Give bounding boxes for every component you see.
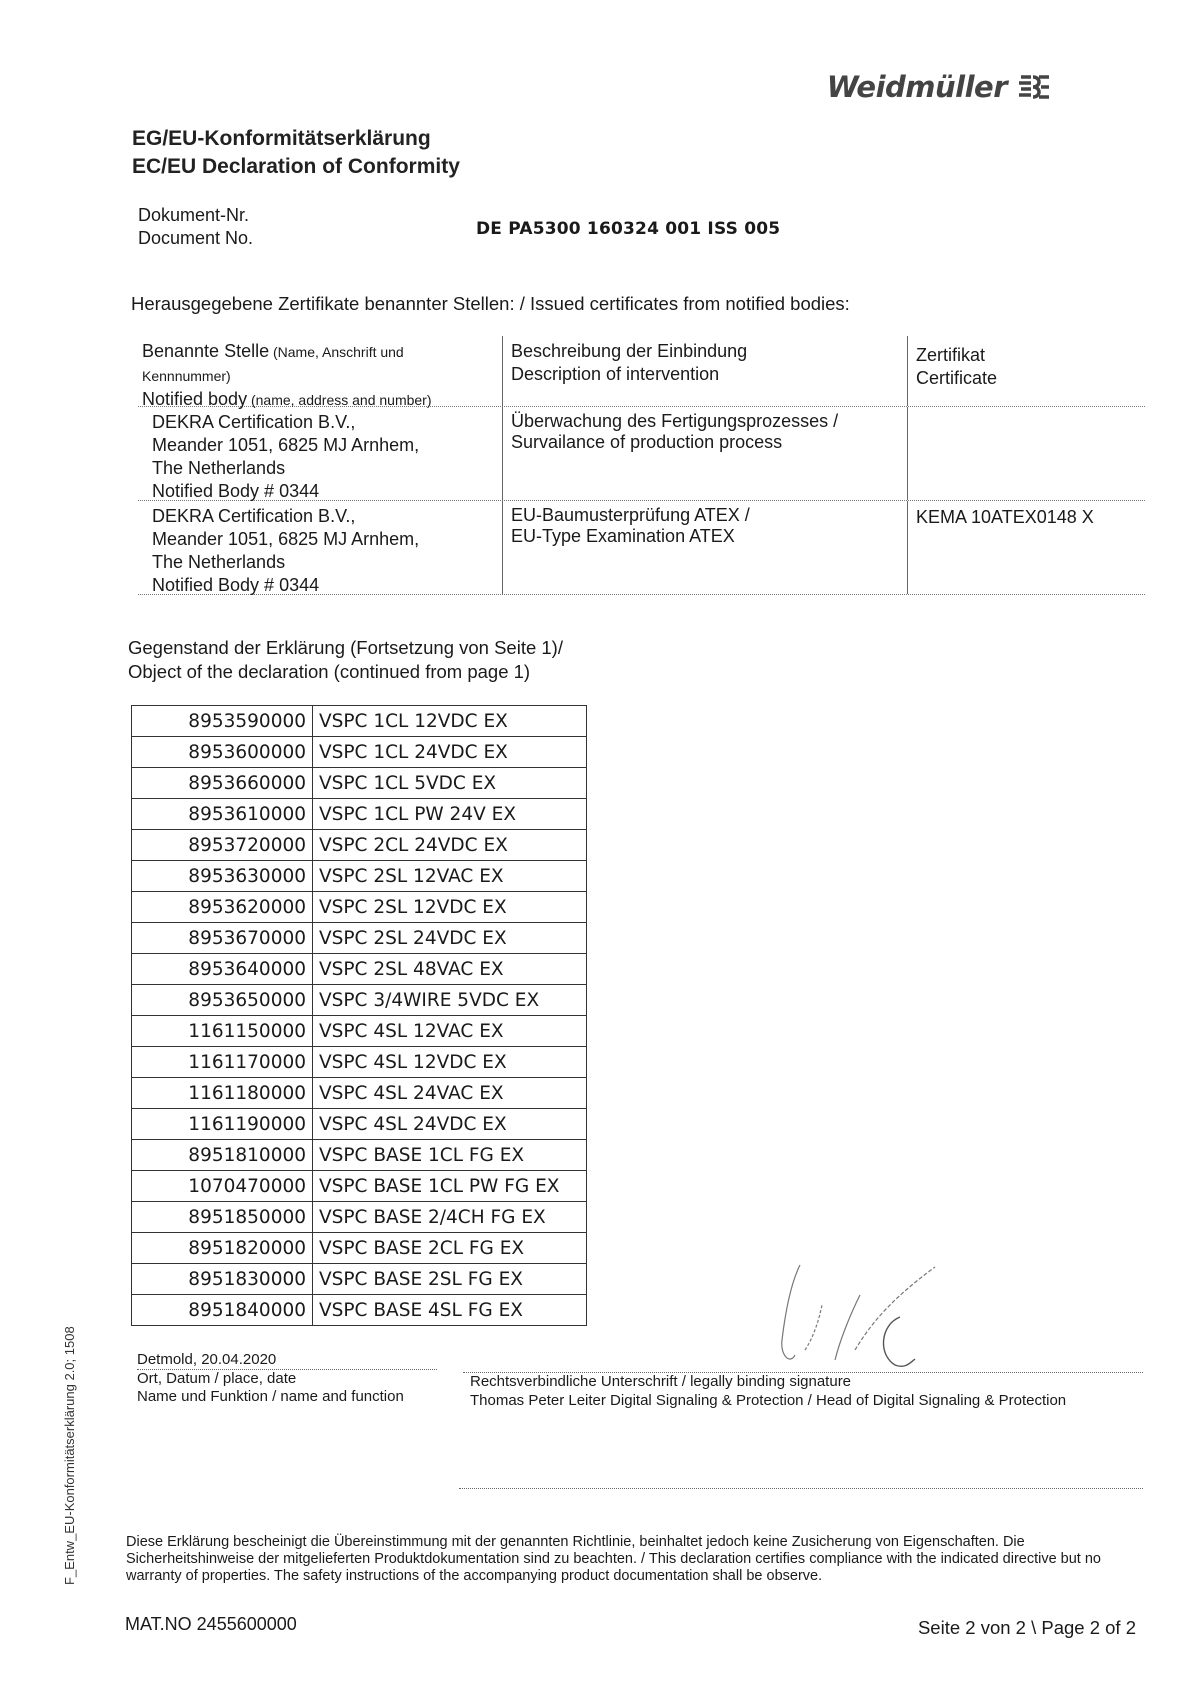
notified-body-row <box>138 407 1145 501</box>
product-name: VSPC 4SL 12VAC EX <box>313 1016 587 1047</box>
document-title <box>132 125 460 181</box>
product-number: 8953590000 <box>132 706 313 737</box>
header-col3-line1: Zertifikat <box>916 345 986 365</box>
product-number: 8951850000 <box>132 1202 313 1233</box>
address-line: Meander 1051, 6825 MJ Arnhem, <box>152 435 420 455</box>
object-of-declaration-heading <box>128 636 563 684</box>
product-row <box>132 1295 587 1326</box>
product-number: 8953660000 <box>132 768 313 799</box>
address-line: The Netherlands <box>152 458 286 478</box>
signature-block <box>470 1372 1066 1410</box>
page-number: Seite 2 von 2 \ Page 2 of 2 <box>917 1617 1136 1638</box>
product-number: 1161150000 <box>132 1016 313 1047</box>
product-name: VSPC 2SL 12VDC EX <box>313 892 587 923</box>
product-name: VSPC BASE 2SL FG EX <box>313 1264 587 1295</box>
description-line: Survailance of production process <box>511 432 783 452</box>
product-number: 8953620000 <box>132 892 313 923</box>
address-line: Meander 1051, 6825 MJ Arnhem, <box>152 529 420 549</box>
place-date-block <box>137 1351 437 1406</box>
intervention-description <box>503 501 908 594</box>
title-en: EC/EU Declaration of Conformity <box>132 155 460 178</box>
product-row <box>132 892 587 923</box>
product-number: 1161180000 <box>132 1078 313 1109</box>
product-name: VSPC BASE 2/4CH FG EX <box>313 1202 587 1233</box>
issued-certificates-heading: Herausgegebene Zertifikate benannter Stellen: / Issued certificates from notified bodies: <box>131 293 850 314</box>
product-number: 8953630000 <box>132 861 313 892</box>
product-name: VSPC BASE 1CL FG EX <box>313 1140 587 1171</box>
header-description <box>503 336 908 406</box>
weidmueller-mark-icon <box>1017 73 1051 101</box>
product-name: VSPC 1CL PW 24V EX <box>313 799 587 830</box>
form-identifier: F_Entw_EU-Konformitätserklärung 2.0; 1508 <box>62 1326 77 1585</box>
product-row <box>132 768 587 799</box>
signatory-name-function: Thomas Peter Leiter Digital Signaling & Protection / Head of Digital Signaling & Protection <box>470 1392 1067 1409</box>
notified-body-row <box>138 501 1145 595</box>
product-row <box>132 1047 587 1078</box>
document-number-label-de: Dokument-Nr. <box>138 205 250 225</box>
product-number: 8951840000 <box>132 1295 313 1326</box>
notified-bodies-table <box>138 336 1145 595</box>
address-line: Notified Body # 0344 <box>152 481 320 501</box>
place-date-value: Detmold, 20.04.2020 <box>137 1351 277 1368</box>
description-line: EU-Baumusterprüfung ATEX / <box>511 505 750 525</box>
header-col2-line1: Beschreibung der Einbindung <box>511 341 748 361</box>
header-certificate <box>908 336 1145 406</box>
product-row <box>132 954 587 985</box>
product-row <box>132 737 587 768</box>
product-row <box>132 706 587 737</box>
product-number: 1161190000 <box>132 1109 313 1140</box>
product-number: 8951810000 <box>132 1140 313 1171</box>
object-heading-de: Gegenstand der Erklärung (Fortsetzung von Seite 1)/ <box>128 637 563 658</box>
products-table-body <box>132 706 587 1326</box>
products-table <box>131 705 587 1326</box>
header-notified-body <box>138 336 503 409</box>
product-name: VSPC 3/4WIRE 5VDC EX <box>313 985 587 1016</box>
product-name: VSPC 1CL 12VDC EX <box>313 706 587 737</box>
product-number: 8953720000 <box>132 830 313 861</box>
product-row <box>132 1109 587 1140</box>
product-name: VSPC 2SL 24VDC EX <box>313 923 587 954</box>
product-row <box>132 1078 587 1109</box>
product-name: VSPC 4SL 24VAC EX <box>313 1078 587 1109</box>
document-number: DE PA5300 160324 001 ISS 005 <box>476 219 781 239</box>
object-heading-en: Object of the declaration (continued from page 1) <box>128 661 531 682</box>
product-number: 8953600000 <box>132 737 313 768</box>
header-col2-line2: Description of intervention <box>511 364 720 384</box>
document-number-label-en: Document No. <box>138 228 254 248</box>
product-number: 8953640000 <box>132 954 313 985</box>
disclaimer-text: Diese Erklärung bescheinigt die Übereinstimmung mit der genannten Richtlinie, beinhaltet jedoch keine Zusicherung von Eigenschaften. Die Sicherheitshinweise der mitgelieferten Produktdokumentation sind zu beachten. / This declaration certifies compliance with the indicated directive but no warranty of properties. The safety instructions of the accompanying product documentation shall be observe. <box>126 1534 1101 1584</box>
product-number: 8951830000 <box>132 1264 313 1295</box>
product-name: VSPC 1CL 24VDC EX <box>313 737 587 768</box>
product-name: VSPC 2SL 48VAC EX <box>313 954 587 985</box>
product-number: 8953610000 <box>132 799 313 830</box>
handwritten-signature <box>760 1255 960 1375</box>
company-logo <box>827 70 1051 104</box>
product-row <box>132 1202 587 1233</box>
product-row <box>132 1264 587 1295</box>
product-number: 1161170000 <box>132 1047 313 1078</box>
product-name: VSPC 2CL 24VDC EX <box>313 830 587 861</box>
header-col1-line2: Notified body <box>142 389 248 409</box>
product-name: VSPC 4SL 24VDC EX <box>313 1109 587 1140</box>
product-number: 8951820000 <box>132 1233 313 1264</box>
material-number: MAT.NO 2455600000 <box>125 1614 297 1634</box>
product-number: 1070470000 <box>132 1171 313 1202</box>
product-name: VSPC 1CL 5VDC EX <box>313 768 587 799</box>
product-name: VSPC BASE 4SL FG EX <box>313 1295 587 1326</box>
place-date-label: Ort, Datum / place, date <box>137 1369 437 1388</box>
address-line: DEKRA Certification B.V., <box>152 506 356 526</box>
header-col1-line2-small: (name, address and number) <box>247 392 432 408</box>
notified-bodies-header-row <box>138 336 1145 407</box>
header-col1-line1: Benannte Stelle <box>142 341 270 361</box>
name-function-label: Name und Funktion / name and function <box>137 1388 404 1405</box>
second-signature-line <box>459 1488 1143 1489</box>
product-name: VSPC 4SL 12VDC EX <box>313 1047 587 1078</box>
header-col3-line2: Certificate <box>916 368 998 388</box>
description-line: EU-Type Examination ATEX <box>511 526 735 546</box>
address-line: The Netherlands <box>152 552 286 572</box>
product-row <box>132 1016 587 1047</box>
product-row <box>132 861 587 892</box>
product-row <box>132 830 587 861</box>
product-row <box>132 923 587 954</box>
product-name: VSPC 2SL 12VAC EX <box>313 861 587 892</box>
product-row <box>132 985 587 1016</box>
product-number: 8953670000 <box>132 923 313 954</box>
product-row <box>132 1171 587 1202</box>
product-row <box>132 1233 587 1264</box>
certificate-value: KEMA 10ATEX0148 X <box>916 507 1094 527</box>
certificate-number <box>908 501 1145 594</box>
intervention-description <box>503 407 908 500</box>
product-row <box>132 799 587 830</box>
document-number-label <box>138 204 253 250</box>
product-name: VSPC BASE 1CL PW FG EX <box>313 1171 587 1202</box>
signature-label: Rechtsverbindliche Unterschrift / legally binding signature <box>470 1373 852 1390</box>
product-name: VSPC BASE 2CL FG EX <box>313 1233 587 1264</box>
header-col1-line1-small: (Name, Anschrift und Kennnummer) <box>142 344 404 384</box>
notified-body-address <box>138 501 503 594</box>
product-row <box>132 1140 587 1171</box>
description-line: Überwachung des Fertigungsprozesses / <box>511 411 839 431</box>
certificate-number <box>908 407 1145 500</box>
address-line: Notified Body # 0344 <box>152 575 320 595</box>
address-line: DEKRA Certification B.V., <box>152 412 356 432</box>
product-number: 8953650000 <box>132 985 313 1016</box>
notified-body-address <box>138 407 503 500</box>
title-de: EG/EU-Konformitätserklärung <box>132 127 431 150</box>
logo-text: Weidmüller <box>826 70 1007 104</box>
